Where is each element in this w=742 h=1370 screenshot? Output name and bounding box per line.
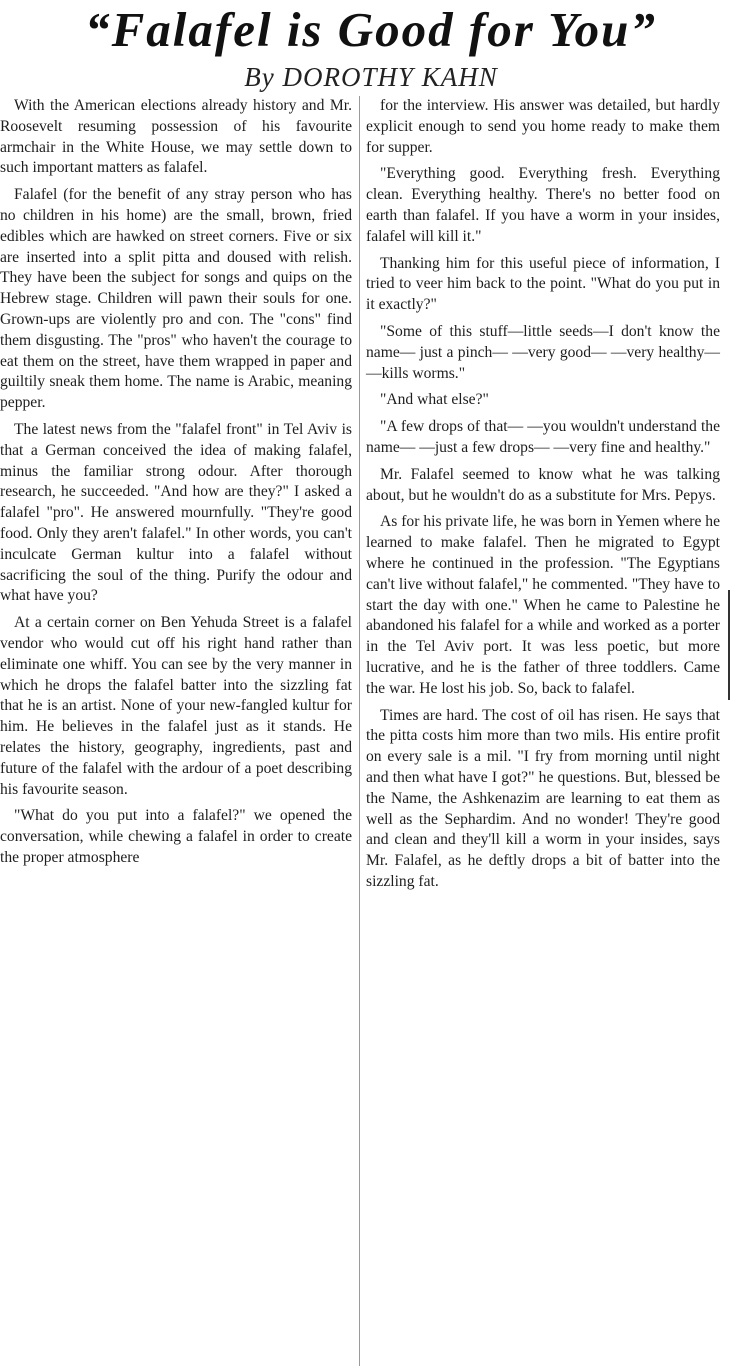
paragraph: As for his private life, he was born in Yemen where he learned to make falafel. Then he migrated to Egypt where he continued in the profession. "The Egyptians can't live without falafel," he commented. "They have to start the day with one." When he came to Palestine he abandoned his falafel for a while and worked as a porter in the Tel Aviv port. It was less poetic, but more lucrative, and he is the father of three toddlers. Came the war. He lost his job. So, back to falafel. [366,513,720,697]
paragraph: "A few drops of that— —you wouldn't understand the name— —just a few drops— —very fine and healthy." [366,418,720,456]
article-byline: By DOROTHY KAHN [244,62,498,92]
paragraph: Falafel (for the benefit of any stray person who has no children in his home) are the small, brown, fried edibles which are hawked on street corners. Five or six are inserted into a split pitta and doused with relish. They have been the subject for songs and quips on the Hebrew stage. Children will pawn their souls for one. Grown-ups are violently pro and con. The "cons" find them disgusting. The "pros" who haven't the courage to eat them on the street, have them wrapped in paper and guiltily sneak them home. The name is Arabic, meaning pepper. [0,186,352,412]
right-column [366,96,720,899]
paragraph: At a certain corner on Ben Yehuda Street is a falafel vendor who would cut off his right hand rather than eliminate one whiff. You can see by the very manner in which he drops the falafel batter into the sizzling fat that he is an artist. None of your new-fangled kultur for him. He believes in the falafel just as it stands. He relates the history, geography, ingredients, past and future of the falafel with the ardour of a poet describing his favourite season. [0,614,352,798]
paragraph: The latest news from the "falafel front" in Tel Aviv is that a German conceived the idea of making falafel, minus the familiar strong odour. After thorough research, he succeeded. "And how are they?" I asked a falafel "pro". He answered mournfully. "They're good food. Only they aren't falafel." In other words, you can't inculcate German kultur into a falafel without sacrificing the soul of the thing. Purify the odour and what have you? [0,420,352,605]
paragraph: "Some of this stuff—little seeds—I don't know the name— just a pinch— —very good— —very healthy— —kills worms." [366,322,720,382]
paragraph: "Everything good. Everything fresh. Everything clean. Everything healthy. There's no better food on earth than falafel. If you have a worm in your insides, falafel will kill it." [366,165,720,245]
margin-ink-mark [728,590,730,700]
paragraph: for the interview. His answer was detailed, but hardly explicit enough to send you home ready to make them for supper. [366,97,720,156]
column-divider [359,96,360,1366]
paragraph: Mr. Falafel seemed to know what he was talking about, but he wouldn't do as a substitute for Mrs. Pepys. [366,465,720,504]
article-headline: “Falafel is Good for You” [85,2,657,57]
paragraph: "And what else?" [380,391,489,409]
left-column [0,96,352,875]
paragraph: "What do you put into a falafel?" we opened the conversation, while chewing a falafel in order to create the proper atmosphere [0,807,352,866]
paragraph: With the American elections already history and Mr. Roosevelt resuming possession of his favourite armchair in the White House, we may settle down to such important matters as falafel. [0,97,352,177]
paragraph: Times are hard. The cost of oil has risen. He says that the pitta costs him more than two mils. His entire profit on every sale is a mil. "I fry from morning until night and then what have I got?" he questions. But, blessed be the Name, the Ashkenazim are learning to eat them as well as the Sephardim. And no wonder! They're good and clean and they'll kill a worm in your insides, says Mr. Falafel, as he deftly drops a bit of batter into the sizzling fat. [366,706,720,890]
paragraph: Thanking him for this useful piece of information, I tried to veer him back to the point. "What do you put in it exactly?" [366,254,720,314]
